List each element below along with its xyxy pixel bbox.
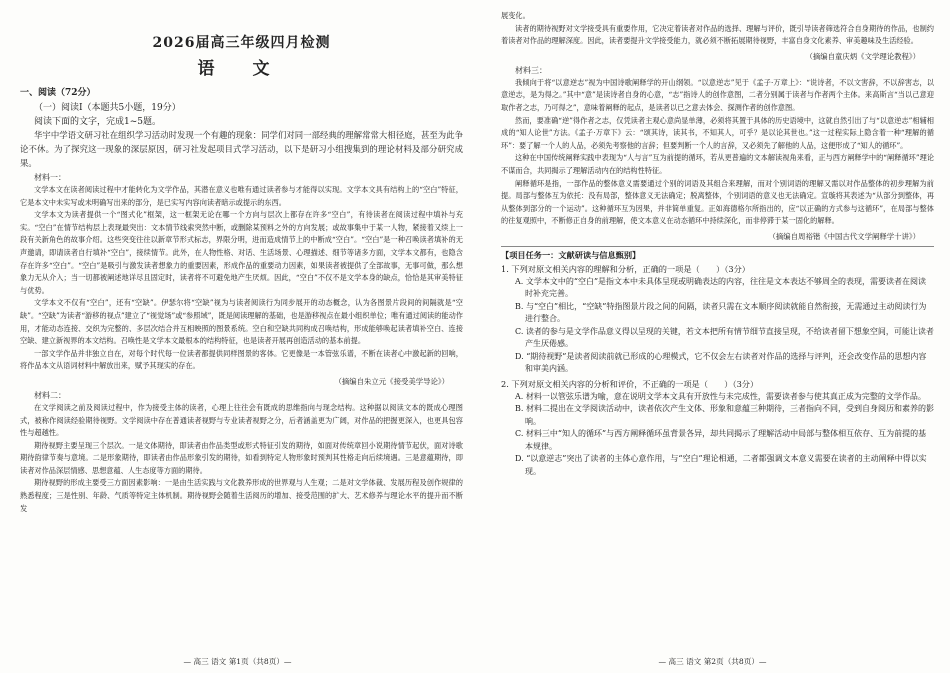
material1-paragraph: 一部文学作品并非独立自在，对每个时代每一位读者都提供同样图景的客体。它更像是一本管弦乐谱，不断在读者心中激起新的回响，将作品本文从语词材料中解放出来，赋予其现实的存在。 — [20, 348, 463, 371]
source-citation: （摘编自周裕锴《中国古代文学阐释学十讲》） — [768, 231, 920, 241]
material3-paragraph: 我倾向于将“以意逆志”视为中国诗歌阐释学的开山纲领。“以意逆志”见于《孟子·万章上》：“说诗者，不以文害辞，不以辞害志，以意逆志，是为得之。”其中“意”是读诗者自身的心意，“志”指诗人的创作意图，二者分别属于读者与作者两个主体。来高斯言“当以己意迎取作者之志，乃可得之”，意味着阐释的起点，是读者以已之意去体会、探测作者的创作意图。 — [501, 77, 934, 112]
section-heading: 一、阅读（72分） — [20, 88, 96, 98]
instruction: 阅读下面的文字，完成1~5题。 — [34, 117, 161, 127]
answer-option: B. 材料二提出在文学阅读活动中，读者依次产生文体、形象和意蕴三种期待，三者指向不同，受到自身阅历和素养的影响。 — [515, 404, 934, 426]
material1-paragraph: 文学本文不仅有“空白”，还有“空缺”。伊瑟尔将“空缺”视为与读者阅读行为同步展开的动态概念，认为各图景片段间的间隔就是“空缺”。“空缺”为读者“游移的视点”建立了“视觉场”或“参照域”，既是阅读理解的基础，也是游移视点在最小组织单位；唯有通过阅读的能动作用，才能动态连接、交织为完整的、多层次结合并互相映照的图景系统。空白和空缺共同构成召唤结构，形成能够唤起读者填补空白、连接空缺、建立新视界的本文结构。召唤性是文学本文最根本的结构特征，也是读者开展再创造活动的基本前提。 — [20, 298, 463, 346]
material1-paragraph: 文学本文在读者阅读过程中才能转化为文学作品，其潜在意义也唯有通过读者参与才能得以实现。文学本文具有结构上的“空白”特征，它是本文中未实写或未明确写出来的部分，是已实写内容向读者暗示或提示的东西。 — [20, 185, 463, 207]
page-footer: — 高三 语文 第2页（共8页）— — [658, 657, 767, 666]
answer-option: A. 材料一以管弦乐谱为喻，意在说明文学本文具有开放性与未完成性，需要读者参与使其真正成为完整的文学作品。 — [515, 391, 926, 401]
material-label: 材料三： — [515, 65, 547, 75]
source-citation: （摘编自童庆炳《文学理论教程》） — [805, 51, 920, 61]
subject-title: 语 文 — [197, 59, 286, 79]
answer-option: D. “以意逆志”突出了读者的主体心意作用，与“空白”理论相通，二者都强调文本意义需要在读者的主动阐释中得以实现。 — [515, 454, 927, 476]
intro-paragraph: 华宇中学语文研习社在组织学习活动时发现一个有趣的现象：同学们对同一部经典的理解常常大相径庭，甚至为此争论不休。为了探究这一现象的深层原因，研习社发起项目式学习活动，以下是研习小组搜集到的理论材料及部分研究成果。 — [20, 130, 463, 168]
answer-option: C. 读者的参与是文学作品意义得以呈现的关键，若文本把所有情节细节直接呈现，不给读者留下想象空间，可能让读者产生厌倦感。 — [515, 326, 934, 349]
subsection-heading: （一）阅读I（本题共5小题，19分） — [34, 103, 181, 113]
material-label: 材料一： — [34, 173, 66, 182]
material2-paragraph: 期待视野的形成主要受三方面因素影响：一是由生活实践与文化教养形成的世界观与人生观；二是对文学体裁、发展历程及创作规律的熟悉程度；三是性别、年龄、气质等特定主体机制。期待视野会随着生活阅历的增加、接受范围的扩大、艺术修养与理论水平的提升而不断发 — [20, 478, 463, 513]
material2-paragraph: 期待视野主要呈现三个层次。一是文体期待，即读者由作品类型或形式特征引发的期待，如面对传统章回小说期待情节起伏，面对诗歌期待韵律节奏与意境。二是形象期待，即读者由作品形象引发的期待，如看到特定人物形象时预判其性格走向后续境遇。三是意蕴期待，即读者对作品深层情感、思想意蕴、人生态度等方面的期待。 — [20, 440, 463, 475]
continued-paragraph: 读者的期待视野对文学接受具有重要作用，它决定着读者对作品的选择、理解与评价，既引导读者筛选符合自身期待的作品，也制约着读者对作品的理解深度。因此，读者要提升文学接受能力，就必须不断拓展期待视野，丰富自身文化素养、审美趣味及生活经验。 — [501, 23, 934, 46]
material2-paragraph: 在文学阅读之前及阅读过程中，作为接受主体的读者，心理上往往会有既成的思维指向与现念结构。这种据以阅读文本的既成心理图式，被称作阅读经验期待视野。文学阅读中存在普通读者视野与专业读者视野之分，后者涵盖更为广阔，对作品的把握更深入，也更具包容性与超越性。 — [20, 402, 463, 438]
material1-paragraph: 文学本文为读者提供一个“图式化”框架，这一框架无论在哪一个方向与层次上都存在许多“空白”，有待读者在阅读过程中填补与充实。“空白”在情节结构层上表现最突出：文本情节线索突然中断，或删除某预料之外的方向发展；或故事集中于某一人物，紧接着又续上一段有关新角色的故事介绍。这些突变往往以新章节形式标志，界限分明，进而造成情节上的中断成“空白”。“空白”是一种召唤读者填补的无声邀请，即请读者自行填补“空白”，接续情节。此外，在人物性格、对话、生活场景、心理描述、细节等诸多方面，文学本文都有，也隐含存在许多“空白”。“空白”是吸引与激发读者想象力的重要因素，形成作品的重要动力因素，如果读者被提供了全部故事，无事可做，那么想象力无从介入；当一切都被阐述地详尽且固定时，读者将不可避免地产生厌烦。因此，“空白”不仅不是文学本身的缺点，恰恰是其审美特征与优势。 — [20, 210, 463, 295]
continued-paragraph: 展变化。 — [501, 11, 530, 20]
material-label: 材料二： — [34, 390, 66, 400]
material3-paragraph: 然而，要准确“逆”得作者之志，仅凭读者主观心意尚显单薄，必须将其置于具体的历史语境中，这就自然引出了与“以意逆志”相辅相成的“知人论世”方法。《孟子·万章下》云：“颂其诗，读其书，不知其人，可乎？是以论其世也。”这一过程实际上隐含着一种“理解的循环”：要了解一个人的人品，必须先考察他的言辞；但要判断一个人的言辞，又必须先了解他的人品，这便形成了“知人的循环”。 — [501, 115, 934, 150]
question-2: 2. 下列对原文相关内容的分析和评价，不正确的一项是（ ）（3分） — [501, 378, 759, 389]
exam-page-2 — [475, 0, 950, 673]
material3-paragraph: 这种在中国传统阐释实践中表现为“人与言”互为前提的循环，若从更普遍的文本解读视角来看，正与西方阐释学中的“阐释循环”理论不谋而合，共同揭示了理解活动内在的结构性特征。 — [501, 153, 934, 175]
answer-option: B. 与“空白”相比，“空缺”特指图景片段之间的间隔，读者只需在文本顺序阅读就能自然衔接，无需通过主动阅读行为进行整合。 — [515, 301, 927, 324]
exam-title: 2026届高三年级四月检测 — [152, 35, 331, 51]
page-footer: — 高三 语文 第1页（共8页）— — [183, 657, 292, 666]
answer-option: C. 材料三中“知人的循环”与西方阐释循环虽背景各异，却共同揭示了理解活动中局部与整体相互依存、互为前提的基本规律。 — [515, 429, 927, 451]
answer-option: D. “期待视野”是读者阅读前就已形成的心理模式，它不仅会左右读者对作品的选择与评判，还会改变作品的思想内容和审美内涵。 — [515, 351, 927, 374]
source-citation: （摘编自朱立元《接受美学导论》） — [334, 376, 449, 386]
task-heading: 【项目任务一：文献研读与信息甄别】 — [501, 246, 934, 261]
answer-option: A. 文学本文中的“空白”是指文本中未具体呈现或明确表达的内容，往往是文本表达不够周全的表现，需要读者在阅读时补充完善。 — [515, 276, 927, 299]
question-1: 1. 下列对原文相关内容的理解和分析，正确的一项是（ ）（3分） — [501, 263, 750, 274]
material3-paragraph: 阐释循环是指，一部作品的整体意义需要通过个别的词语及其组合来理解，而对个别词语的理解又需以对作品整体的初步理解为前提。局部与整体互为依托：没有局部，整体意义无法确定；脱离整体，个别词语的意义也无法确定。宣璇将其表述为“从部分到整体，再从整体到部分的一个运动”。这种循环互为因果，并非简单重复。正如海德格尔所指出的，应“以正确的方式参与这循环”，在局部与整体的往复观照中，不断修正自身的前理解，使文本意义在动态循环中持续深化，而非停滞于某一固化的解释。 — [501, 178, 934, 226]
